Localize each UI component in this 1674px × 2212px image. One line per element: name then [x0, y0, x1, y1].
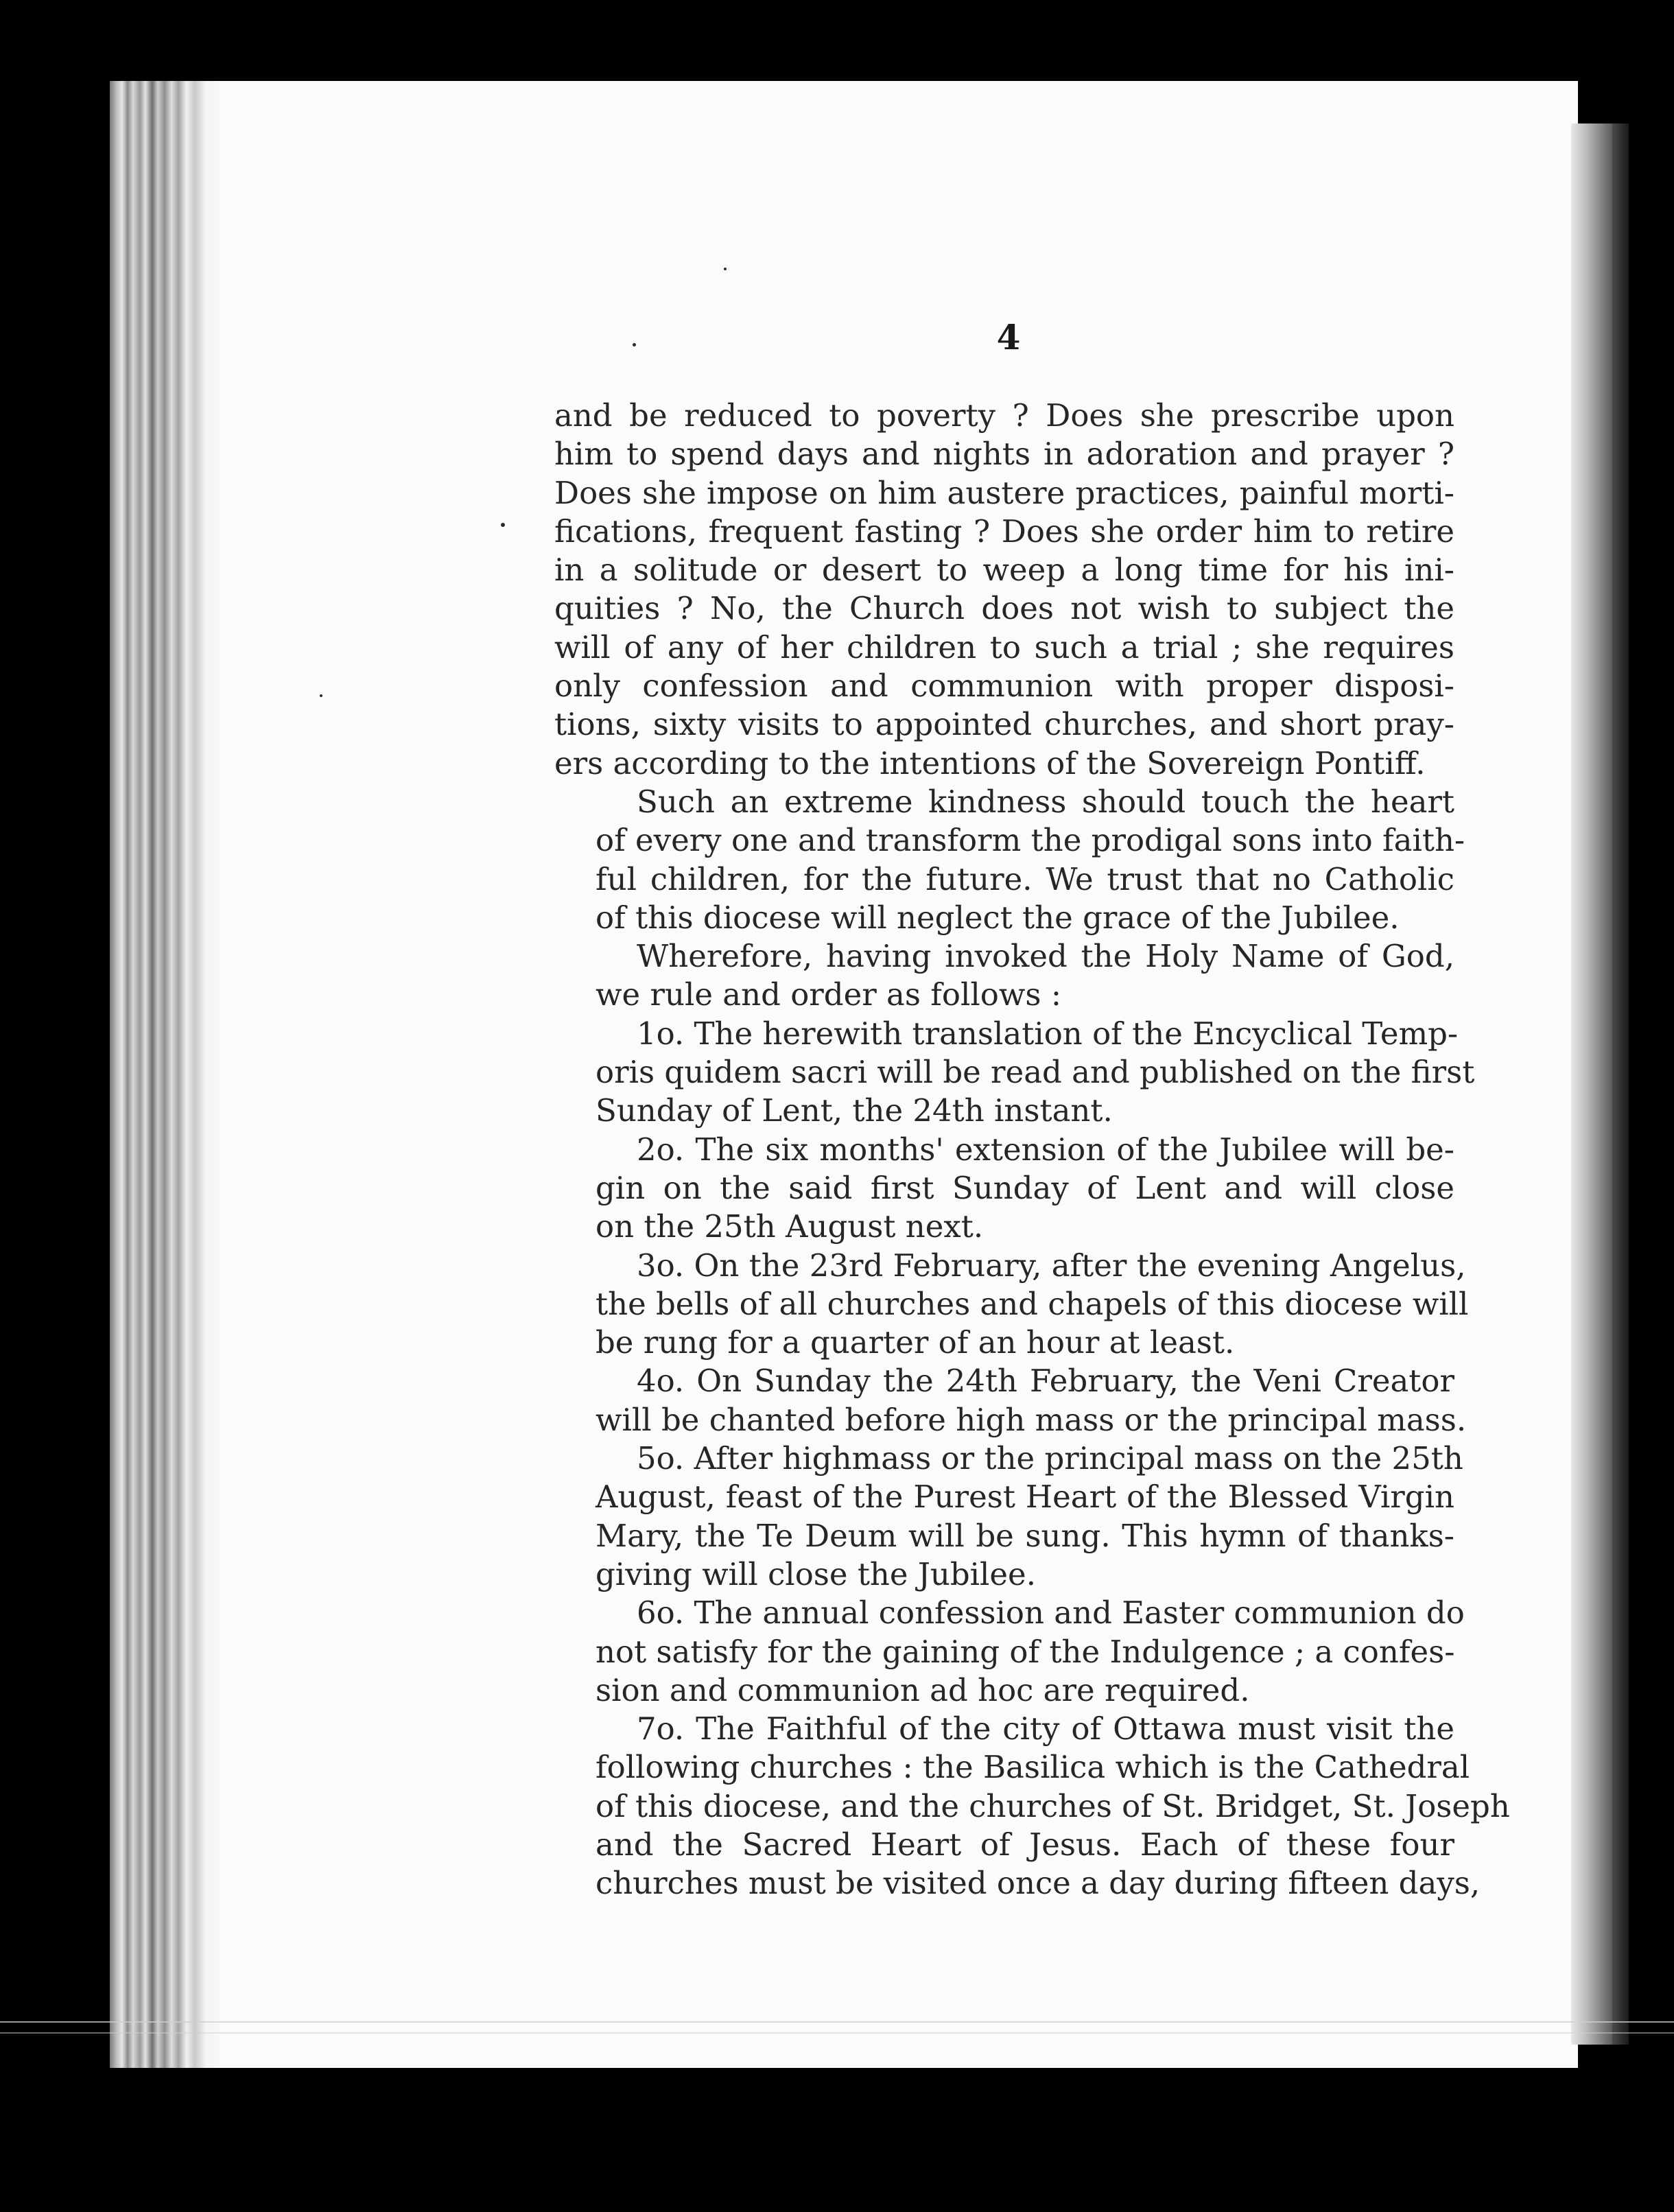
- text-line: ful children, for the future. We trust that no Catholic: [596, 860, 1454, 897]
- page-body-text: [554, 397, 1510, 1903]
- text-line: Does she impose on him austere practices, painful morti-: [554, 474, 1454, 511]
- paragraph: [554, 397, 1454, 783]
- text-line: and be reduced to poverty ? Does she prescribe upon: [554, 397, 1454, 434]
- page-number: 4: [996, 317, 1021, 357]
- text-line: only confession and communion with proper disposi-: [554, 668, 1454, 705]
- text-line: will of any of her children to such a trial ; she requires: [554, 628, 1454, 666]
- text-line: Mary, the Te Deum will be sung. This hymn of thanks-: [596, 1517, 1454, 1554]
- paragraph: [554, 1439, 1463, 1594]
- text-line: 4o. On Sunday the 24th February, the Veni Creator: [637, 1363, 1454, 1400]
- text-line: sion and communion ad hoc are required.: [596, 1671, 1250, 1708]
- paragraph: [554, 783, 1465, 937]
- text-line: in a solitude or desert to weep a long time for his ini-: [554, 552, 1454, 589]
- paragraph: [554, 1594, 1465, 1710]
- text-line: of every one and transform the prodigal sons into faith-: [596, 822, 1465, 859]
- page-gutter-shadow: [1571, 123, 1612, 2045]
- text-line: be rung for a quarter of an hour at least.: [596, 1324, 1235, 1361]
- text-line: oris quidem sacri will be read and published on the first: [596, 1054, 1475, 1091]
- text-line: churches must be visited once a day during fifteen days,: [596, 1865, 1481, 1902]
- scan-artifact-line: [0, 2032, 1674, 2034]
- text-line: gin on the said first Sunday of Lent and will close: [596, 1169, 1454, 1206]
- text-line: quities ? No, the Church does not wish to subject the: [554, 590, 1454, 627]
- paragraph: [554, 937, 1454, 1015]
- text-line: giving will close the Jubilee.: [596, 1555, 1036, 1592]
- paragraph: [554, 1710, 1510, 1903]
- text-line: 3o. On the 23rd February, after the evening Angelus,: [637, 1247, 1466, 1284]
- scan-speck: [501, 523, 505, 527]
- scan-speck: [724, 268, 727, 270]
- text-line: following churches : the Basilica which is the Cathedral: [596, 1749, 1470, 1786]
- scan-artifact-line: [0, 2021, 1674, 2023]
- text-line: 6o. The annual confession and Easter communion do: [637, 1595, 1465, 1632]
- text-line: not satisfy for the gaining of the Indulgence ; a confes-: [596, 1633, 1455, 1670]
- text-line: 1o. The herewith translation of the Encyclical Temp-: [637, 1015, 1459, 1052]
- text-line: of this diocese will neglect the grace of the Jubilee.: [596, 899, 1400, 936]
- paragraph: [554, 1362, 1467, 1439]
- text-line: 2o. The six months' extension of the Jubilee will be-: [637, 1131, 1454, 1168]
- text-line: 5o. After highmass or the principal mass on the 25th: [637, 1440, 1463, 1477]
- text-line: we rule and order as follows :: [596, 976, 1061, 1013]
- text-line: him to spend days and nights in adoration and prayer ?: [554, 436, 1454, 473]
- text-line: 7o. The Faithful of the city of Ottawa must visit the: [637, 1710, 1454, 1748]
- paragraph: [554, 1247, 1469, 1363]
- paragraph: [554, 1015, 1475, 1131]
- text-line: on the 25th August next.: [596, 1208, 984, 1245]
- book-page-edges: [110, 81, 230, 2068]
- text-line: and the Sacred Heart of Jesus. Each of these four: [596, 1826, 1454, 1863]
- text-line: tions, sixty visits to appointed churches, and short pray-: [554, 706, 1454, 743]
- text-line: August, feast of the Purest Heart of the Blessed Virgin: [596, 1479, 1454, 1516]
- text-line: Sunday of Lent, the 24th instant.: [596, 1092, 1113, 1129]
- text-line: Wherefore, having invoked the Holy Name of God,: [637, 938, 1454, 975]
- text-line: fications, frequent fasting ? Does she order him to retire: [554, 513, 1454, 550]
- scan-speck: [633, 343, 636, 346]
- paragraph: [554, 1131, 1454, 1247]
- scan-speck: [320, 694, 322, 697]
- text-line: ers according to the intentions of the Sovereign Pontiff.: [554, 744, 1426, 781]
- text-line: of this diocese, and the churches of St. Bridget, St. Joseph: [596, 1787, 1510, 1824]
- text-line: Such an extreme kindness should touch the heart: [637, 783, 1454, 820]
- text-line: will be chanted before high mass or the principal mass.: [596, 1401, 1467, 1438]
- page-gutter-edge: [1612, 123, 1629, 2045]
- text-line: the bells of all churches and chapels of this diocese will: [596, 1285, 1469, 1322]
